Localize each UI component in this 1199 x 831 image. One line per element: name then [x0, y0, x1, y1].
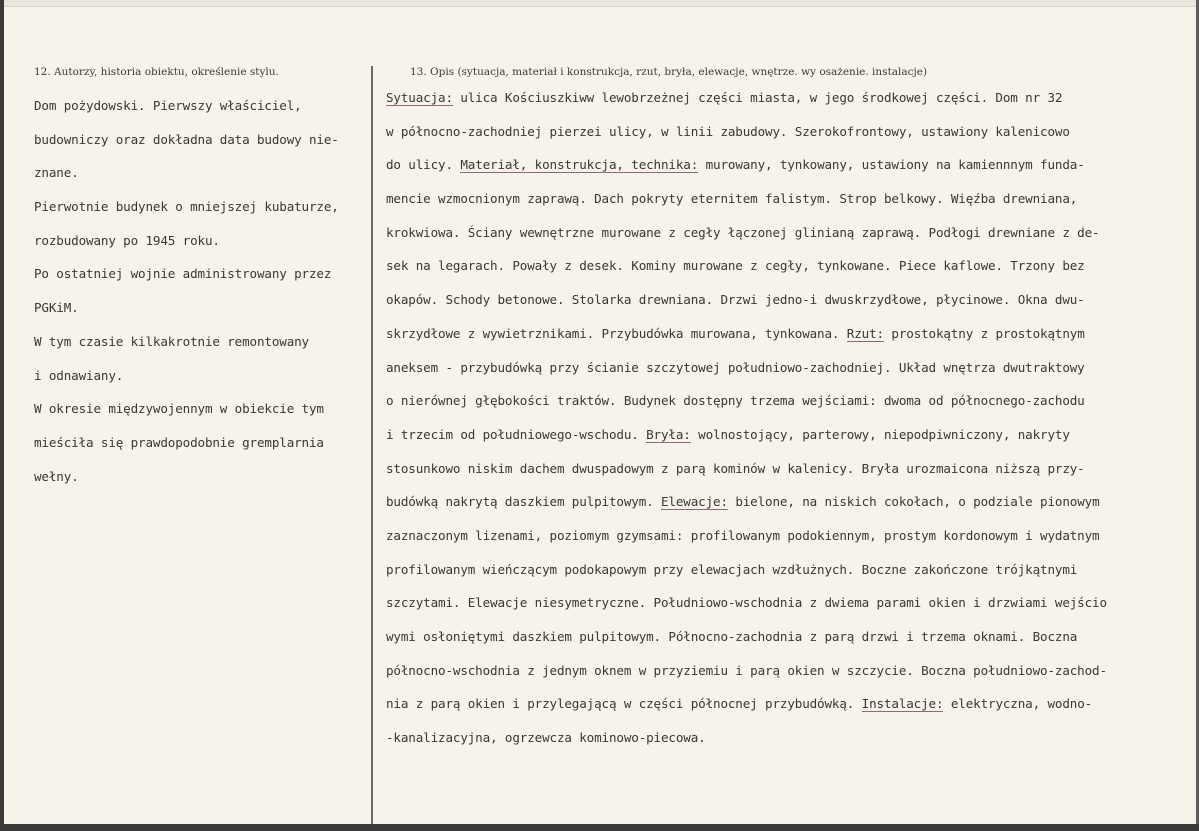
description-fragment: do ulicy.	[386, 157, 461, 173]
description-line	[386, 492, 1107, 526]
bottom-edge	[0, 824, 1199, 831]
description-fragment: nia z parą okien i przylegającą w części północnej przybudówką.	[386, 696, 862, 712]
description-line: o nierównej głębokości traktów. Budynek dostępny trzema wejściami: dwoma od północnego-zachodu	[386, 393, 1085, 409]
description-line: wymi osłoniętymi daszkiem pulpitowym. Północno-zachodnia z parą drzwi i trzema oknami. Boczna	[386, 629, 1078, 644]
history-line: W okresie międzywojennym w obiekcie tym	[34, 401, 324, 417]
section-13-heading: 13. Opis (sytuacja, materiał i konstrukcja, rzut, bryła, elewacje, wnętrze. wy osażenie. instalacje)	[410, 66, 928, 78]
description-line	[386, 324, 1107, 358]
description-fragment: wolnostojący, parterowy, niepodpiwniczony, nakryty	[690, 426, 1070, 442]
history-line: Pierwotnie budynek o mniejszej kubaturze,	[34, 199, 339, 215]
history-line: PGKiM.	[34, 300, 79, 316]
top-edge	[0, 0, 1199, 7]
description-line: w północno-zachodniej pierzei ulicy, w linii zabudowy. Szerokofrontowy, ustawiony kalenicowo	[386, 123, 1070, 139]
description-line	[386, 694, 1107, 728]
description-line: aneksem - przybudówką przy ścianie szczytowej południowo-zachodniej. Układ wnętrza dwutraktowy	[386, 359, 1085, 375]
label-bryla: Bryła:	[646, 426, 691, 442]
description-line: zaznaczonym lizenami, poziomym gzymsami: profilowanym podokiennym, prostym kordonowym i wydatnym	[386, 527, 1100, 543]
history-line: Dom pożydowski. Pierwszy właściciel,	[34, 98, 302, 113]
description-line: krokwiowa. Ściany wewnętrzne murowane z cegły łączonej glinianą zaprawą. Podłogi drewniane z de-	[386, 224, 1100, 240]
description-fragment: skrzydłowe z wywietrznikami. Przybudówka murowana, tynkowana.	[386, 325, 847, 341]
description-fragment: prostokątny z prostokątnym	[883, 325, 1085, 341]
history-line: i odnawiany.	[34, 367, 124, 383]
description-line: -kanalizacyjna, ogrzewcza kominowo-piecowa.	[386, 730, 706, 746]
description-line	[386, 425, 1107, 459]
section-12-heading: 12. Autorzy, historia obiektu, określenie stylu.	[34, 66, 279, 78]
description-fragment: elektryczna, wodno-	[943, 696, 1093, 712]
label-material: Materiał, konstrukcja, technika:	[460, 157, 699, 173]
history-line: rozbudowany po 1945 roku.	[34, 232, 220, 248]
history-text	[34, 96, 339, 500]
description-line	[386, 88, 1107, 122]
description-line: stosunkowo niskim dachem dwuspadowym z parą kominów w kalenicy. Bryła urozmaicona niższą przy-	[386, 460, 1085, 476]
description-fragment: murowany, tynkowany, ustawiony na kamiennnym funda-	[698, 157, 1085, 173]
description-line: szczytami. Elewacje niesymetryczne. Południowo-wschodnia z dwiema parami okien i drzwiami wejścio	[386, 595, 1107, 611]
description-line: mencie wzmocnionym zaprawą. Dach pokryty eternitem falistym. Strop belkowy. Więźba drewniana,	[386, 191, 1078, 207]
description-fragment: bielone, na niskich cokołach, o podziale pionowym	[727, 494, 1100, 510]
history-line: mieściła się prawdopodobnie gremplarnia	[34, 434, 324, 450]
history-line: W tym czasie kilkakrotnie remontowany	[34, 333, 309, 349]
description-line	[386, 155, 1107, 189]
history-line: znane.	[34, 165, 79, 181]
description-fragment: ulica Kościuszkiww lewobrzeżnej części miasta, w jego środkowej części. Dom nr 32	[452, 90, 1063, 105]
column-divider	[371, 66, 373, 824]
left-edge	[0, 0, 4, 831]
label-sytuacja: Sytuacja:	[386, 90, 453, 105]
history-line: Po ostatniej wojnie administrowany przez	[34, 266, 332, 282]
description-text	[386, 88, 1107, 762]
label-elewacje: Elewacje:	[661, 494, 728, 510]
description-line: okapów. Schody betonowe. Stolarka drewniana. Drzwi jedno-i dwuskrzydłowe, płycinowe. Okna dwu-	[386, 292, 1085, 308]
history-line: budowniczy oraz dokładna data budowy nie-	[34, 131, 339, 147]
history-line: wełny.	[34, 468, 79, 484]
description-line: profilowanym wieńczącym podokapowym przy elewacjach wzdłużnych. Boczne zakończone trójkątnymi	[386, 561, 1078, 577]
label-instalacje: Instalacje:	[861, 696, 944, 712]
description-fragment: budówką nakrytą daszkiem pulpitowym.	[386, 494, 661, 510]
label-rzut: Rzut:	[846, 325, 884, 341]
description-fragment: i trzecim od południowego-wschodu.	[386, 426, 647, 442]
description-line: sek na legarach. Powały z desek. Kominy murowane z cegły, tynkowane. Piece kaflowe. Trzony bez	[386, 258, 1085, 274]
description-line: północno-wschodnia z jednym oknem w przyziemiu i parą okien w szczycie. Boczna południowo-zachod-	[386, 662, 1107, 678]
